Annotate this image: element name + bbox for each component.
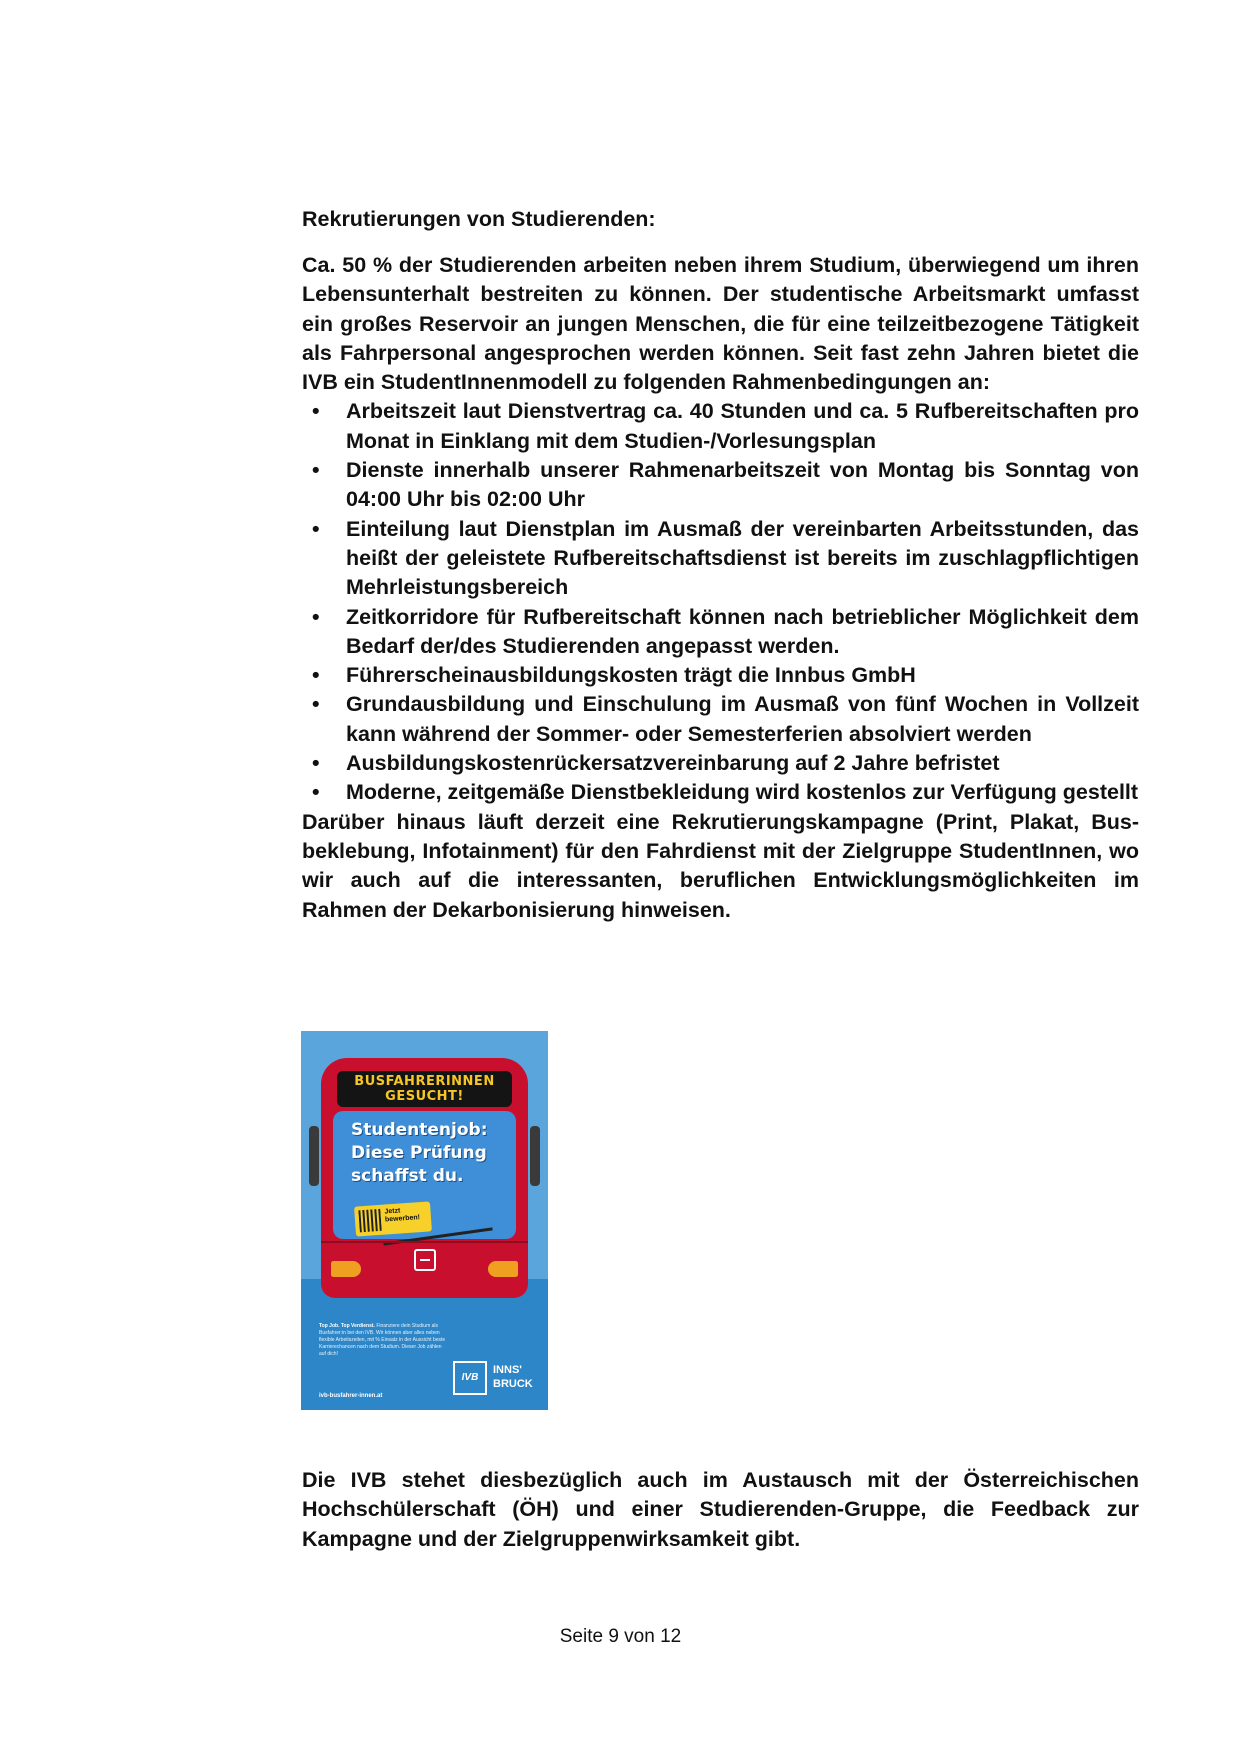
list-item (302, 515, 1139, 603)
list-item (302, 749, 1139, 778)
poster-fineprint-title: Top Job. Top Verdienst. (319, 1323, 375, 1329)
list-item (302, 397, 1139, 456)
qr-card-label: Jetzt bewerben! (384, 1207, 421, 1224)
list-item-text: Ausbildungskostenrückersatzvereinbarung auf 2 Jahre befristet (346, 751, 1000, 776)
poster-url: ivb-busfahrer-innen.at (319, 1393, 383, 1399)
main-content (302, 205, 1139, 925)
right-mirror-icon (530, 1126, 540, 1186)
list-item-text: Zeitkorridore für Rufbereitschaft können nach betrieblicher Möglichkeit dem Bedarf der/des Studierenden angepasst werden. (346, 604, 1139, 658)
list-item-text: Einteilung laut Dienstplan im Ausmaß der vereinbarten Arbeitsstunden, das heißt der geleistete Rufbereitschaftsdienst ist bereits im zuschlagpflichtigen Mehrleistungsbereich (346, 516, 1139, 600)
bus-grille (321, 1241, 528, 1243)
bus-destination-sign: BUSFAHRERINNEN GESUCHT! (337, 1071, 512, 1107)
qr-card (354, 1201, 432, 1236)
bus-logo-icon (414, 1249, 436, 1271)
section-heading: Rekrutierungen von Studierenden: (302, 207, 656, 231)
list-item-text: Moderne, zeitgemäße Dienstbekleidung wird kostenlos zur Verfügung gestellt (346, 780, 1139, 805)
list-item (302, 690, 1139, 749)
bullet-icon: • (312, 458, 320, 483)
bullet-icon: • (312, 780, 320, 805)
left-headlight-icon (331, 1261, 361, 1277)
right-headlight-icon (488, 1261, 518, 1277)
poster-fineprint-text: Finanziere dein Studium als Busfahrer:in bei den IVB. Wir können aber alles neben flexible Arbeitszeiten, mit % Einsatz in der Aussicht beste Karrierechancen nach dem Studium. Dieser Job zählen auf dich! (319, 1323, 446, 1357)
ivb-innsbruck-logo (453, 1361, 535, 1397)
list-item-text: Dienste innerhalb unserer Rahmenarbeitszeit von Montag bis Sonntag von 04:00 Uhr bis 02:00 Uhr (346, 458, 1139, 512)
bullet-icon: • (312, 399, 320, 424)
bullet-icon: • (312, 663, 320, 688)
innsbruck-wordmark: INNS' BRUCK (493, 1364, 533, 1390)
bullet-icon: • (312, 751, 320, 776)
list-item-text: Führerscheinausbildungskosten trägt die Innbus GmbH (346, 663, 916, 688)
campaign-paragraph: Darüber hinaus läuft derzeit eine Rekrutierungskampagne (Print, Plakat, Busbeklebung, Infotainment) für den Fahrdienst mit der Zielgruppe StudentInnen, wo wir auch auf die interessanten, beruflichen Entwicklungsmöglichkeiten im Rahmen der Dekarbonisierung hinweisen. (302, 809, 1139, 922)
intro-paragraph: Ca. 50 % der Studierenden arbeiten neben ihrem Studium, überwiegend um ihren Lebensunterhalt bestreiten zu können. Der studentische Arbeitsmarkt umfasst ein großes Reservoir an jungen Menschen, die für eine teilzeitbezogene Tätigkeit als Fahrpersonal angesprochen werden können. Seit fast zehn Jahren bietet die IVB ein StudentInnenmodell zu folgenden Rahmenbedingungen an: (302, 253, 1139, 395)
ivb-logo-mark: IVB (453, 1361, 487, 1395)
bus-windshield (333, 1111, 516, 1239)
list-item (302, 661, 1139, 690)
poster-slogan: Studentenjob: Diese Prüfung schaffst du. (351, 1120, 488, 1186)
list-item (302, 603, 1139, 662)
list-item (302, 456, 1139, 515)
bus-illustration (321, 1058, 528, 1298)
qr-code-icon (358, 1209, 381, 1232)
poster-fineprint (319, 1323, 449, 1358)
list-item (302, 778, 1139, 807)
closing-section (302, 1466, 1139, 1554)
left-mirror-icon (309, 1126, 319, 1186)
bullet-icon: • (312, 604, 320, 629)
list-item-text: Grundausbildung und Einschulung im Ausmaß von fünf Wochen in Vollzeit kann während der Sommer- oder Semesterferien absolviert werden (346, 692, 1139, 746)
conditions-list (302, 397, 1139, 807)
page-number: Seite 9 von 12 (559, 1626, 682, 1647)
bullet-icon: • (312, 516, 320, 541)
closing-paragraph: Die IVB stehet diesbezüglich auch im Austausch mit der Österreichischen Hochschülerschaft (ÖH) und einer Studierenden-Gruppe, die Feedback zur Kampagne und der Zielgruppenwirksamkeit gibt. (302, 1468, 1139, 1551)
bullet-icon: • (312, 692, 320, 717)
list-item-text: Arbeitszeit laut Dienstvertrag ca. 40 Stunden und ca. 5 Rufbereitschaften pro Monat in Einklang mit dem Studien-/Vorlesungsplan (346, 399, 1139, 453)
campaign-poster-image (301, 1031, 548, 1410)
